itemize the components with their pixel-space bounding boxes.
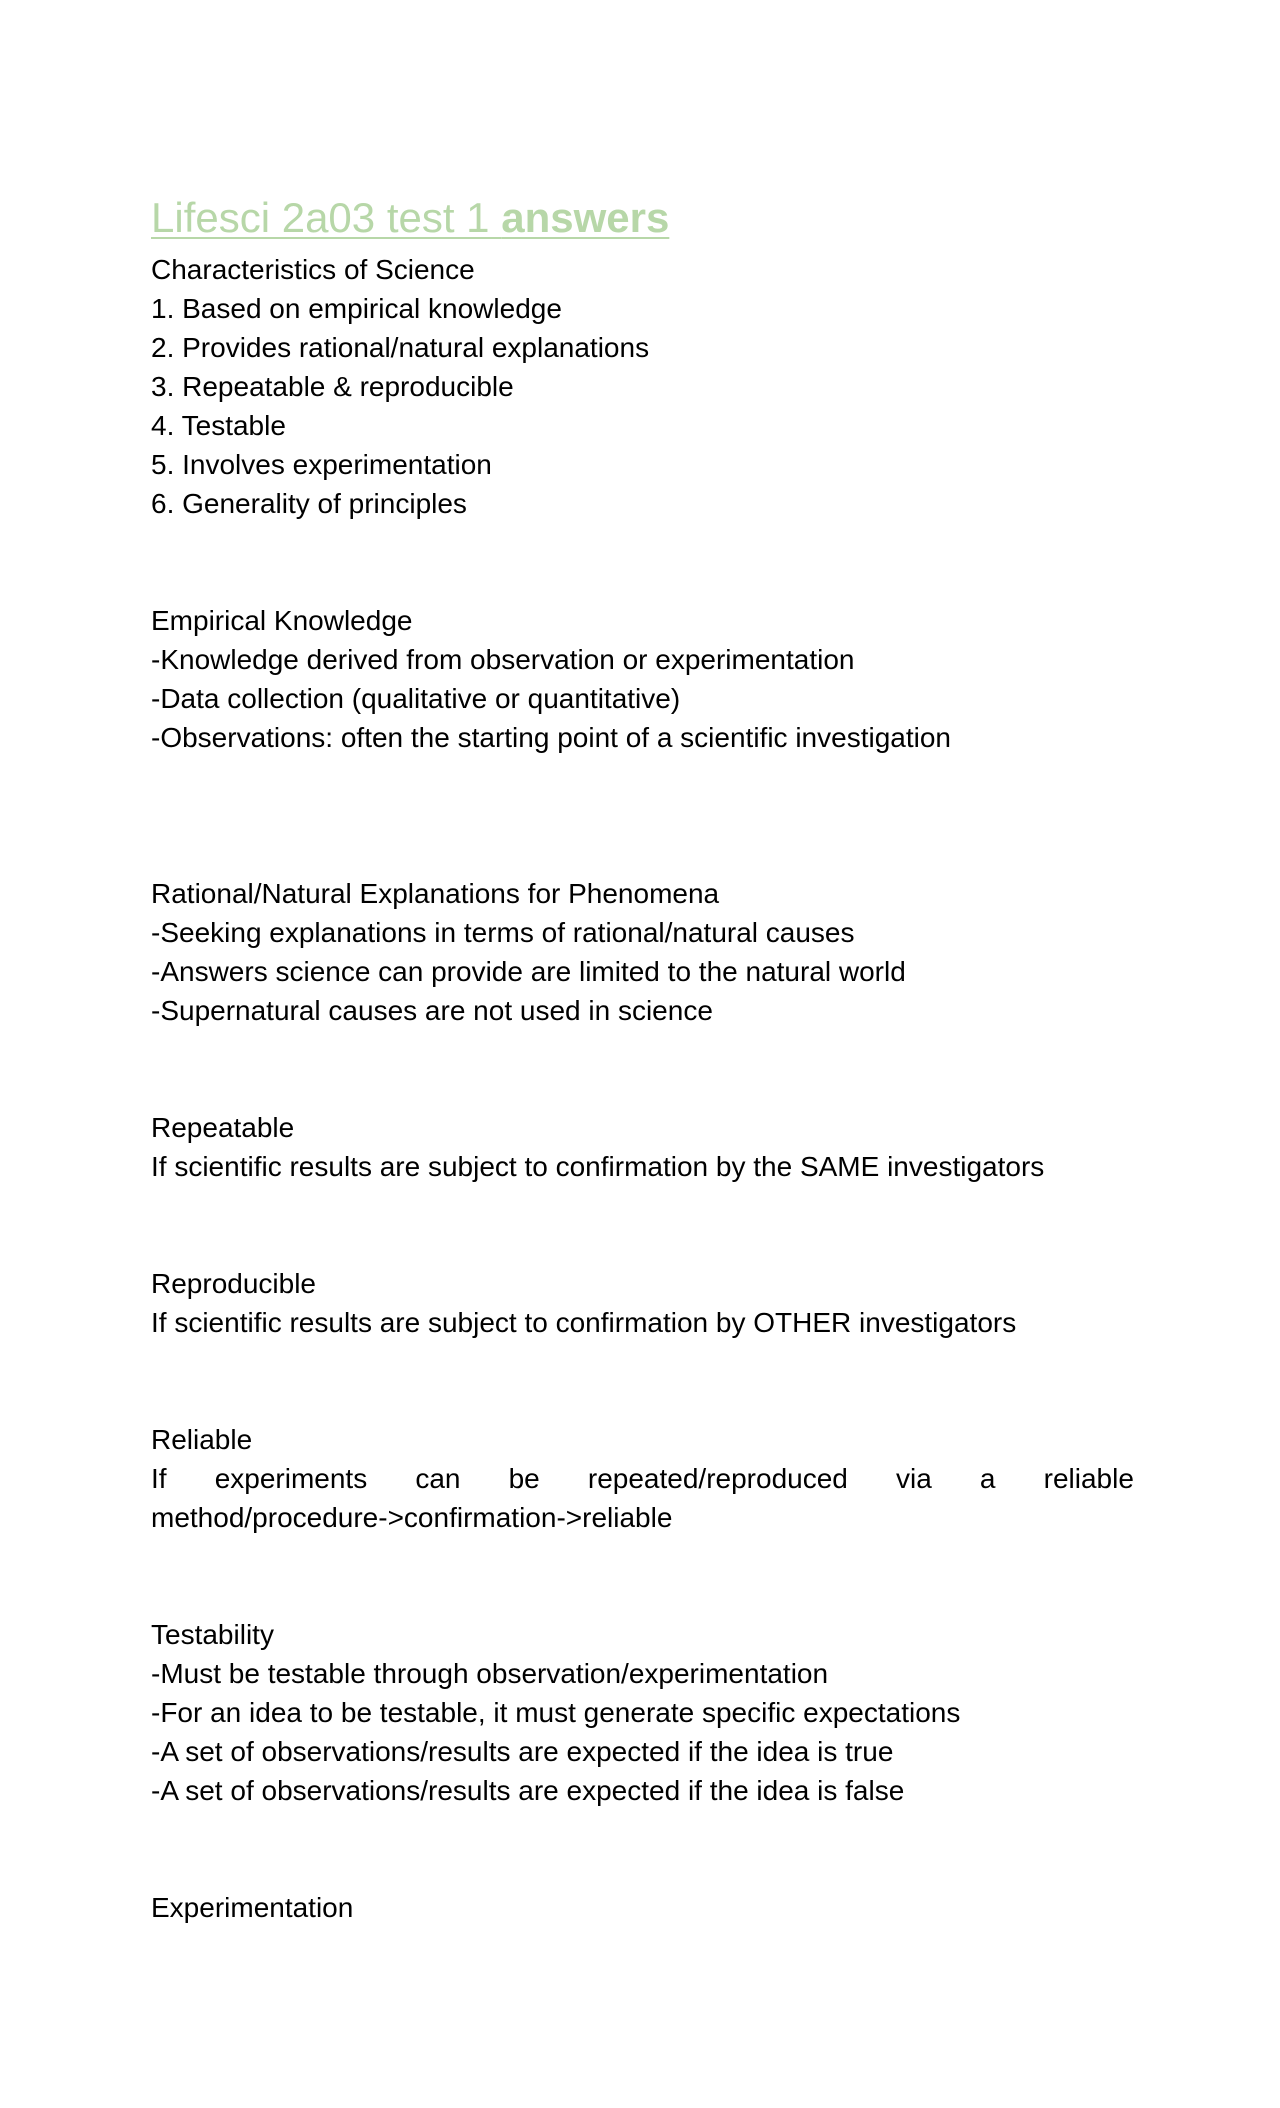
word: can [415,1463,461,1494]
list-item: -Observations: often the starting point of a scientific investigation [151,722,951,753]
section-repeatable [151,1108,1134,1186]
list-item: -Supernatural causes are not used in science [151,995,713,1026]
section-heading: Rational/Natural Explanations for Phenomena [151,878,720,909]
list-item: -Answers science can provide are limited to the natural world [151,956,906,987]
justified-line [151,1459,1134,1498]
word: experiments [214,1463,368,1494]
title-text: Lifesci 2a03 test 1 [151,194,502,241]
title-bold-text: answers [501,194,670,241]
paragraph-text: method/procedure->confirmation->reliable [151,1502,673,1533]
section-experimentation [151,1888,1134,1927]
list-item: -For an idea to be testable, it must generate specific expectations [151,1697,961,1728]
section-heading: Testability [151,1619,274,1650]
document-title [151,190,1134,246]
list-item: 3. Repeatable & reproducible [151,371,514,402]
word: via [896,1463,932,1494]
section-empirical [151,601,1134,757]
section-heading: Characteristics of Science [151,254,475,285]
section-heading: Empirical Knowledge [151,605,413,636]
paragraph-text: If scientific results are subject to confirmation by OTHER investigators [151,1307,1017,1338]
list-item: -Must be testable through observation/experimentation [151,1658,829,1689]
section-reliable [151,1420,1134,1537]
list-item: 4. Testable [151,410,286,441]
word: repeated/reproduced [587,1463,848,1494]
word: If [151,1463,167,1494]
section-heading: Experimentation [151,1892,354,1923]
word: a [979,1463,996,1494]
document-page [151,190,1134,1927]
list-item: -A set of observations/results are expected if the idea is true [151,1736,894,1767]
list-item: 5. Involves experimentation [151,449,492,480]
section-heading: Reproducible [151,1268,316,1299]
list-item: -A set of observations/results are expected if the idea is false [151,1775,905,1806]
section-rational [151,874,1134,1030]
word: reliable [1043,1463,1134,1494]
section-characteristics [151,250,1134,523]
list-item: 6. Generality of principles [151,488,467,519]
paragraph-text: If scientific results are subject to confirmation by the SAME investigators [151,1151,1045,1182]
list-item: 2. Provides rational/natural explanations [151,332,650,363]
section-heading: Repeatable [151,1112,295,1143]
section-heading: Reliable [151,1424,253,1455]
list-item: -Seeking explanations in terms of rational/natural causes [151,917,855,948]
list-item: 1. Based on empirical knowledge [151,293,562,324]
section-reproducible [151,1264,1134,1342]
list-item: -Knowledge derived from observation or experimentation [151,644,855,675]
word: be [508,1463,540,1494]
section-testability [151,1615,1134,1810]
list-item: -Data collection (qualitative or quantitative) [151,683,681,714]
